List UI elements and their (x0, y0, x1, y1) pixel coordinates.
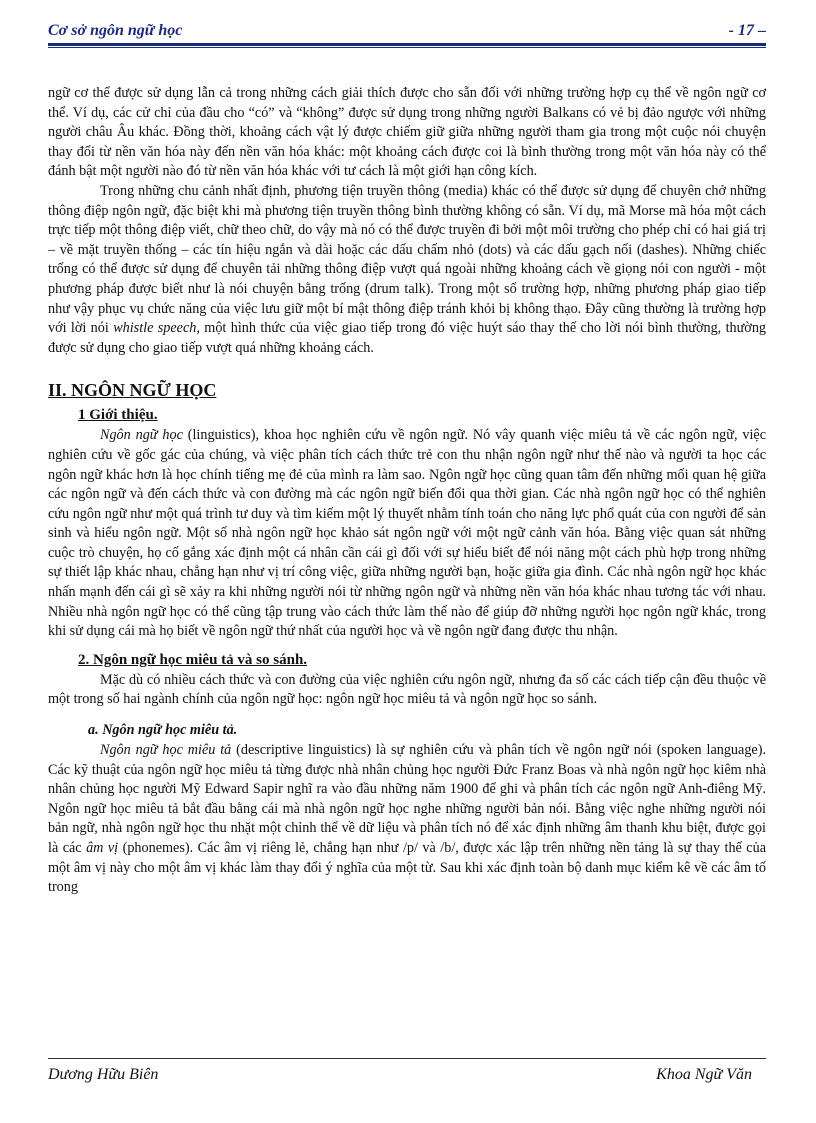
footer-rule (48, 1058, 766, 1059)
phoneme-term: âm vị (86, 840, 119, 856)
footer-department: Khoa Ngữ Văn (656, 1066, 752, 1083)
subsection-heading-descriptive-comparative: 2. Ngôn ngữ học miêu tả và so sánh. (78, 651, 308, 668)
page-header (48, 22, 766, 44)
paragraph-approaches: Mặc dù có nhiều cách thức và con đường của việc nghiên cứu ngôn ngữ, nhưng đa số các cách tiếp cận đều thuộc về một trong số hai ngành chính của ngôn ngữ học: ngôn ngữ học miêu tả và ngôn ngữ học so sánh. (48, 671, 766, 708)
linguistics-term: Ngôn ngữ học (100, 427, 183, 444)
section-heading: II. NGÔN NGỮ HỌC (48, 380, 217, 401)
descriptive-linguistics-term: Ngôn ngữ học miêu tả (100, 742, 232, 759)
paragraph-intro-text: (linguistics), khoa học nghiên cứu về ngôn ngữ. Nó vây quanh việc miêu tả về các ngôn ngữ, việc nghiên cứu về gốc gác của chúng, và việc phân tích cách thức trẻ con thu nhận ngôn ngữ như thế nào và người ta học các ngôn ngữ khác hơn là học chính tiếng mẹ đẻ của mình ra làm sao. Ngôn ngữ học cũng quan tâm đến những mối quan hệ giữa các ngôn ngữ và đến cách thức và con đường mà các ngôn ngữ biến đổi qua thời gian. Các nhà ngôn ngữ học có thể nghiên cứu ngôn ngữ như một quá trình tư duy và tìm kiếm một lý thuyết nhằm tính toán cho năng lực phổ quát của con người để sản sinh và hiểu ngôn ngữ. Một số nhà ngôn ngữ học khảo sát ngôn ngữ với một ngữ cảnh văn hóa. Bằng việc quan sát những cuộc trò chuyện, họ cố gắng xác định một cá nhân cần cái gì đối với sự hiểu biết để nói năng một cách phù hợp trong những sự thiết lập khác nhau, chẳng hạn như vị trí công việc, giữa những người bạn, hoặc giữa gia đình. Các nhà ngôn ngữ học khác nhấn mạnh đến cái gì sẽ xảy ra khi những người nói từ những ngôn ngữ và những nền văn hóa khác nhau tương tác với nhau. Nhiều nhà ngôn ngữ học có thể cũng tập trung vào cách thức làm thế nào để giúp đỡ những người học ngôn ngữ khác, trong khi sử dụng cái mà họ biết về ngôn ngữ thứ nhất của người học và về ngôn ngữ đang được thu nhận. (48, 427, 767, 640)
footer-author: Dương Hữu Biên (48, 1066, 159, 1083)
paragraph-body-language: ngữ cơ thể được sử dụng lẫn cả trong những cách giải thích được cho sẵn đối với những trường hợp cụ thể về ngôn ngữ cơ thể. Ví dụ, các cử chỉ của đầu cho “có” và “không” được sử dụng trong những người Balkans có vẻ bị đảo ngược với những người châu Âu khác. Đồng thời, khoảng cách vật lý được chiếm giữ giữa những người tham gia trong một cuộc nói chuyện thay đổi từ nền văn hóa này đến nền văn hóa khác: một khoảng cách được coi là bình thường trong một văn hóa này có thể đánh bật một người nào đó từ nền văn hóa khác với tư cách là một giới hạn công kích. (48, 85, 766, 180)
paragraph-intro (48, 426, 766, 642)
page-content (48, 84, 766, 898)
page-number: - 17 – (728, 22, 766, 39)
paragraph-descriptive-text-end: (phonemes). Các âm vị riêng lẻ, chẳng hạn như /p/ và /b/, được xác lập trên những nền tảng là sự thay thế của một âm vị này cho một âm vị khác làm thay đổi ý nghĩa của một từ. Sau khi xác định toàn bộ danh mục kiểm kê về các âm tố trong (48, 840, 766, 896)
subsection-heading-descriptive: a. Ngôn ngữ học miêu tả. (88, 722, 238, 739)
paragraph-media-text-end: một hình thức của việc giao tiếp trong đó việc huýt sáo thay thế cho lời nói bình thường, thường được sử dụng cho giao tiếp vượt quá những khoảng cách. (48, 320, 767, 356)
whistle-speech-term: whistle speech, (113, 320, 200, 337)
paragraph-media (48, 182, 766, 358)
subsection-heading-intro: 1 Giới thiệu. (78, 407, 158, 424)
header-rule (48, 43, 766, 46)
header-rule-thin (48, 47, 766, 48)
paragraph-descriptive (48, 741, 766, 898)
paragraph-media-text: Trong những chu cảnh nhất định, phương tiện truyền thông (media) khác có thể được sử dụng để chuyên chở những thông điệp ngôn ngữ, đặc biệt khi mà phương tiện truyền thông bình thường không có sẵn. Ví dụ, mã Morse mã hóa một cách trực tiếp một thông điệp viết, chữ theo chữ, do vậy mà nó có thể được truyền đi bởi một môi trường cho phép chỉ có hai giá trị – về mặt truyền thống – các tín hiệu ngắn và dài hoặc các dấu chấm nhỏ (dots) và các dấu gạch nối (dashes). Những chiếc trống có thể được sử dụng để chuyên tải những thông điệp vượt quá ngoài những khoảng cách về giọng nói con người - một phương pháp được biết như là nói chuyện bằng trống (drum talk). Trong một số trường hợp, những phương pháp giao tiếp như vậy phục vụ chức năng của việc lưu giữ một bí mật thông điệp tránh khỏi bị không thạo. Đây cũng thường là trường hợp với lời nói (48, 182, 766, 337)
header-title: Cơ sở ngôn ngữ học (48, 22, 183, 39)
paragraph-descriptive-text: (descriptive linguistics) là sự nghiên cứu và phân tích về ngôn ngữ nói (spoken language). Các kỹ thuật của ngôn ngữ học miêu tả từng được nhà nhân chủng học người Đức Franz Boas và nhà ngôn ngữ học kiêm nhà nhân chủng học người Mỹ Edward Sapir nghĩ ra vào đầu những năm 1900 để ghi và phân tích các ngôn ngữ Anh-điêng Mỹ. Ngôn ngữ học miêu tả bắt đầu bằng cái mà nhà ngôn ngữ học nghe những người bản nói. Bằng việc nghe những người nói bản ngữ, nhà ngôn ngữ học thu nhặt một chỉnh thể về dữ liệu và phân tích nó để xác định những âm thanh khu biệt, được gọi là các (48, 742, 766, 856)
